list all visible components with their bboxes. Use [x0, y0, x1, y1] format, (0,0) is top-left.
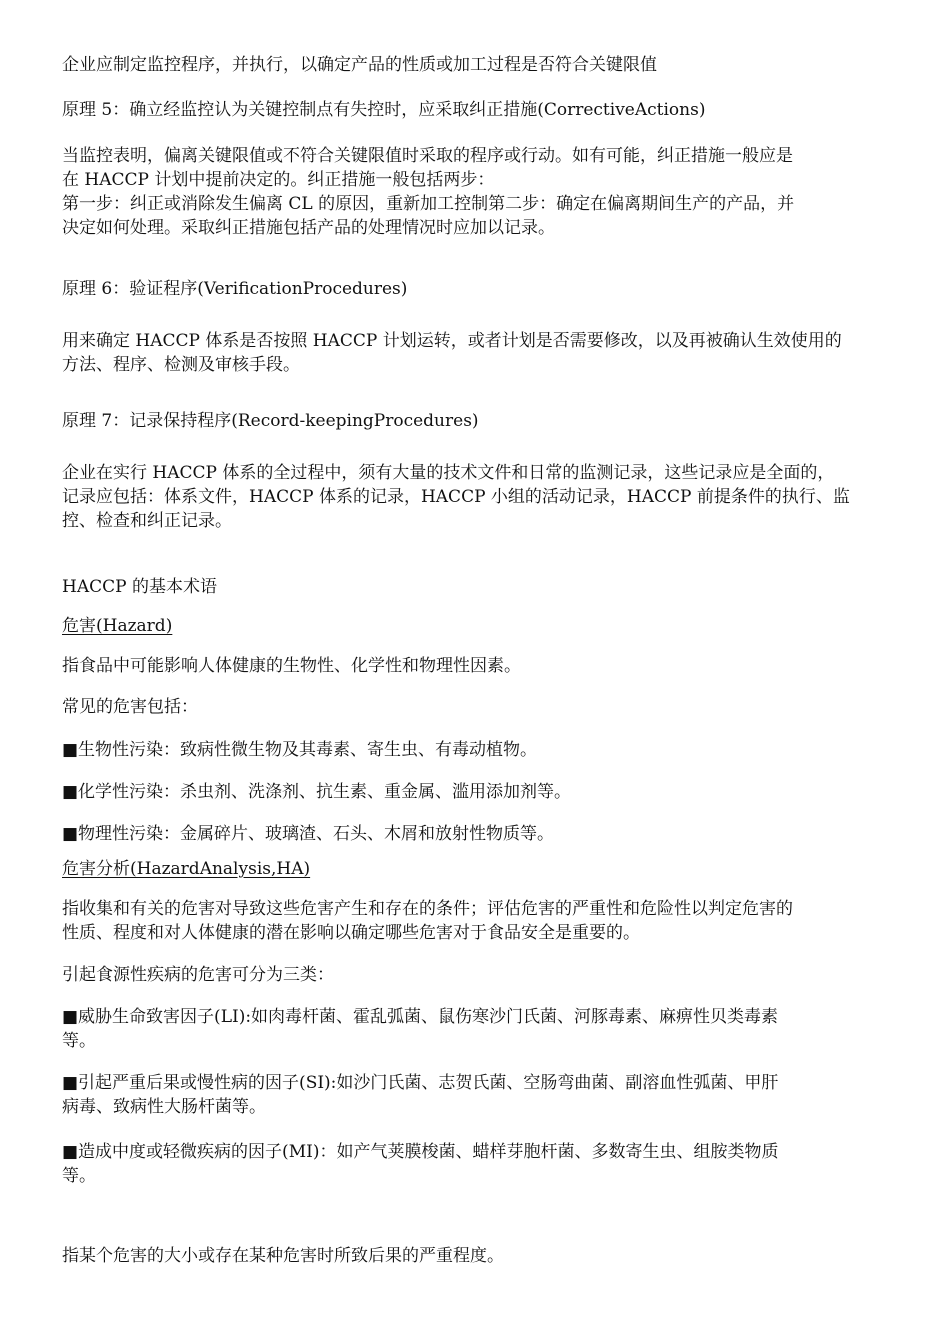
text-line: 指某个危害的大小或存在某种危害时所致后果的严重程度。 — [62, 1246, 504, 1266]
text-line: ■化学性污染：杀虫剂、洗涤剂、抗生素、重金属、滥用添加剂等。 — [62, 782, 572, 802]
paragraph-common-hazards — [62, 695, 942, 719]
list-item-chemical — [62, 780, 942, 804]
text-line: 记录应包括：体系文件，HACCP 体系的记录，HACCP 小组的活动记录，HACCP 前提条件的执行、监 — [62, 487, 850, 507]
paragraph-three-categories — [62, 963, 942, 987]
text-line: 决定如何处理。采取纠正措施包括产品的处理情况时应加以记录。 — [62, 218, 555, 238]
text-line: 等。 — [62, 1166, 96, 1186]
paragraph-monitoring — [62, 53, 942, 77]
text-line: 当监控表明，偏离关键限值或不符合关键限值时采取的程序或行动。如有可能，纠正措施一般应是 — [62, 146, 793, 166]
text-line: 指食品中可能影响人体健康的生物性、化学性和物理性因素。 — [62, 656, 521, 676]
heading-principle-7 — [62, 409, 942, 433]
text-line: 病毒、致病性大肠杆菌等。 — [62, 1097, 266, 1117]
list-item-si — [62, 1071, 942, 1119]
text-line: ■威胁生命致害因子(LI):如肉毒杆菌、霍乱弧菌、鼠伤寒沙门氏菌、河豚毒素、麻痹性贝类毒素 — [62, 1007, 779, 1027]
text-line: 指收集和有关的危害对导致这些危害产生和存在的条件；评估危害的严重性和危险性以判定危害的 — [62, 899, 793, 919]
list-item-li — [62, 1005, 942, 1053]
text-line: ■引起严重后果或慢性病的因子(SI):如沙门氏菌、志贺氏菌、空肠弯曲菌、副溶血性弧菌、甲肝 — [62, 1073, 779, 1093]
list-item-physical — [62, 822, 942, 846]
paragraph-verification — [62, 329, 942, 377]
text-line: 原理 7：记录保持程序(Record-keepingProcedures) — [62, 411, 479, 431]
text-line: 企业在实行 HACCP 体系的全过程中，须有大量的技术文件和日常的监测记录，这些记录应是全面的， — [62, 463, 835, 483]
list-item-biological — [62, 738, 942, 762]
paragraph-hazard-definition — [62, 654, 942, 678]
heading-haccp-terms — [62, 575, 942, 599]
text-line: 性质、程度和对人体健康的潜在影响以确定哪些危害对于食品安全是重要的。 — [62, 923, 640, 943]
text-line: 第一步：纠正或消除发生偏离 CL 的原因，重新加工控制第二步：确定在偏离期间生产的产品，并 — [62, 194, 795, 214]
heading-principle-5 — [62, 98, 942, 122]
text-line: 危害分析(HazardAnalysis,HA) — [62, 859, 311, 879]
text-line: ■生物性污染：致病性微生物及其毒素、寄生虫、有毒动植物。 — [62, 740, 538, 760]
text-line: 在 HACCP 计划中提前决定的。纠正措施一般包括两步： — [62, 170, 495, 190]
list-item-mi — [62, 1140, 942, 1188]
text-line: 原理 5：确立经监控认为关键控制点有失控时，应采取纠正措施(CorrectiveActions) — [62, 100, 706, 120]
paragraph-severity-definition — [62, 1244, 942, 1268]
text-line: 原理 6：验证程序(VerificationProcedures) — [62, 279, 408, 299]
paragraph-hazard-analysis-definition — [62, 897, 942, 945]
text-line: ■物理性污染：金属碎片、玻璃渣、石头、木屑和放射性物质等。 — [62, 824, 555, 844]
term-hazard — [62, 614, 942, 638]
text-line: ■造成中度或轻微疾病的因子(MI)：如产气荚膜梭菌、蜡样芽胞杆菌、多数寄生虫、组胺类物质 — [62, 1142, 779, 1162]
text-line: 控、检查和纠正记录。 — [62, 511, 232, 531]
text-line: HACCP 的基本术语 — [62, 577, 217, 597]
paragraph-corrective-actions — [62, 144, 942, 240]
text-line: 等。 — [62, 1031, 96, 1051]
paragraph-record-keeping — [62, 461, 942, 533]
text-line: 引起食源性疾病的危害可分为三类： — [62, 965, 334, 985]
text-line: 用来确定 HACCP 体系是否按照 HACCP 计划运转，或者计划是否需要修改，以及再被确认生效使用的 — [62, 331, 842, 351]
text-line: 企业应制定监控程序，并执行，以确定产品的性质或加工过程是否符合关键限值 — [62, 55, 657, 75]
text-line: 方法、程序、检测及审核手段。 — [62, 355, 300, 375]
heading-principle-6 — [62, 277, 942, 301]
text-line: 危害(Hazard) — [62, 616, 173, 636]
text-line: 常见的危害包括： — [62, 697, 198, 717]
term-hazard-analysis — [62, 857, 942, 881]
